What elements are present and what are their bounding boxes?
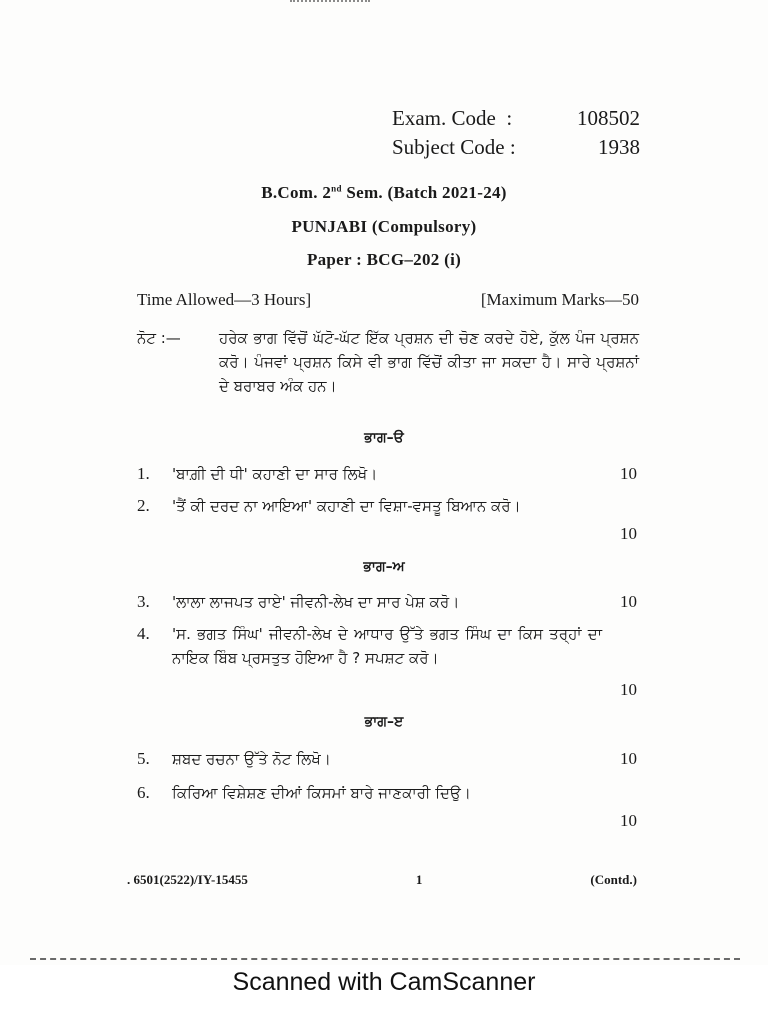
section-heading: ਭਾਗ–ੳ [364, 430, 404, 446]
question-marks: 10 [620, 592, 637, 611]
question-marks: 10 [620, 524, 637, 543]
exam-code-value: 108502 [577, 106, 640, 130]
footer-reference: . 6501(2522)/IY-15455 [127, 872, 248, 887]
course-degree: B.Com. 2 [261, 183, 332, 202]
section-heading: ਭਾਗ–ੲ [364, 714, 404, 730]
question-marks: 10 [620, 464, 637, 483]
question-text: 'ਤੈਂ ਕੀ ਦਰਦ ਨਾ ਆਇਆ' ਕਹਾਣੀ ਦਾ ਵਿਸ਼ਾ-ਵਸਤੂ ਬਿਆਨ ਕਰੋ। [172, 497, 521, 515]
note-text: ਹਰੇਕ ਭਾਗ ਵਿੱਚੋਂ ਘੱਟੋ-ਘੱਟ ਇੱਕ ਪ੍ਰਸ਼ਨ ਦੀ ਚੋਣ ਕਰਦੇ ਹੋਏ, ਕੁੱਲ ਪੰਜ ਪ੍ਰਸ਼ਨ ਕਰੋ। ਪੰਜਵਾਂ ਪ੍ਰਸ਼ਨ ਕਿਸੇ ਵੀ ਭਾਗ ਵਿੱਚੋਂ ਕੀਤਾ ਜਾ ਸਕਦਾ ਹੈ। ਸਾਰੇ ਪ੍ਰਸ਼ਨਾਂ ਦੇ ਬਰਾਬਰ ਅੰਕ ਹਨ। [219, 329, 639, 395]
question-number: 4. [137, 624, 150, 643]
scan-edge-line [30, 958, 740, 964]
question-marks: 10 [620, 811, 637, 830]
question-marks: 10 [620, 749, 637, 768]
subject-code-label: Subject Code : [392, 135, 516, 159]
course-line [0, 183, 768, 203]
footer-contd: (Contd.) [590, 872, 637, 887]
paper-title: Paper : BCG–202 (i) [306, 250, 462, 269]
question-number: 2. [137, 496, 150, 515]
footer-page-number: 1 [415, 872, 423, 887]
question-text: ਸ਼ਬਦ ਰਚਨਾ ਉੱਤੇ ਨੋਟ ਲਿਖੋ। [172, 750, 331, 768]
question-number: 1. [137, 464, 150, 483]
question-text: 'ਬਾਗ਼ੀ ਦੀ ਧੀ' ਕਹਾਣੀ ਦਾ ਸਾਰ ਲਿਖੋ। [172, 465, 378, 483]
section-heading: ਭਾਗ–ਅ [363, 559, 405, 575]
time-allowed: Time Allowed—3 Hours] [137, 290, 312, 309]
subject-title: PUNJABI (Compulsory) [291, 217, 477, 236]
exam-code-label: Exam. Code : [392, 106, 513, 130]
exam-code-row [392, 104, 640, 133]
subject-code-row [392, 133, 640, 162]
question-text: ਕਿਰਿਆ ਵਿਸ਼ੇਸ਼ਣ ਦੀਆਂ ਕਿਸਮਾਂ ਬਾਰੇ ਜਾਣਕਾਰੀ ਦਿਉ। [172, 784, 471, 802]
question-text: 'ਸ. ਭਗਤ ਸਿੰਘ' ਜੀਵਨੀ-ਲੇਖ ਦੇ ਆਧਾਰ ਉੱਤੇ ਭਗਤ ਸਿੰਘ ਦਾ ਕਿਸ ਤਰ੍ਹਾਂ ਦਾ ਨਾਇਕ ਬਿੰਬ ਪ੍ਰਸਤੁਤ ਹੋਇਆ ਹੈ ? ਸਪਸ਼ਟ ਕਰੋ। [172, 625, 602, 667]
note-label: ਨੋਟ :— [137, 329, 181, 347]
course-semester: Sem. (Batch 2021-24) [346, 183, 507, 202]
page-footer [127, 872, 637, 888]
course-degree-sup: nd [331, 183, 342, 194]
question-marks: 10 [620, 680, 637, 699]
exam-codes-block [392, 104, 640, 162]
question-number: 5. [137, 749, 150, 768]
question-number: 3. [137, 592, 150, 611]
time-marks-row [137, 290, 639, 310]
subject-code-value: 1938 [598, 135, 640, 159]
question-number: 6. [137, 783, 150, 802]
question-text: 'ਲਾਲਾ ਲਾਜਪਤ ਰਾਏ' ਜੀਵਨੀ-ਲੇਖ ਦਾ ਸਾਰ ਪੇਸ਼ ਕਰੋ। [172, 593, 460, 611]
maximum-marks: [Maximum Marks—50 [480, 290, 639, 309]
camscanner-watermark: Scanned with CamScanner [232, 968, 536, 996]
scan-smudge [290, 0, 370, 5]
